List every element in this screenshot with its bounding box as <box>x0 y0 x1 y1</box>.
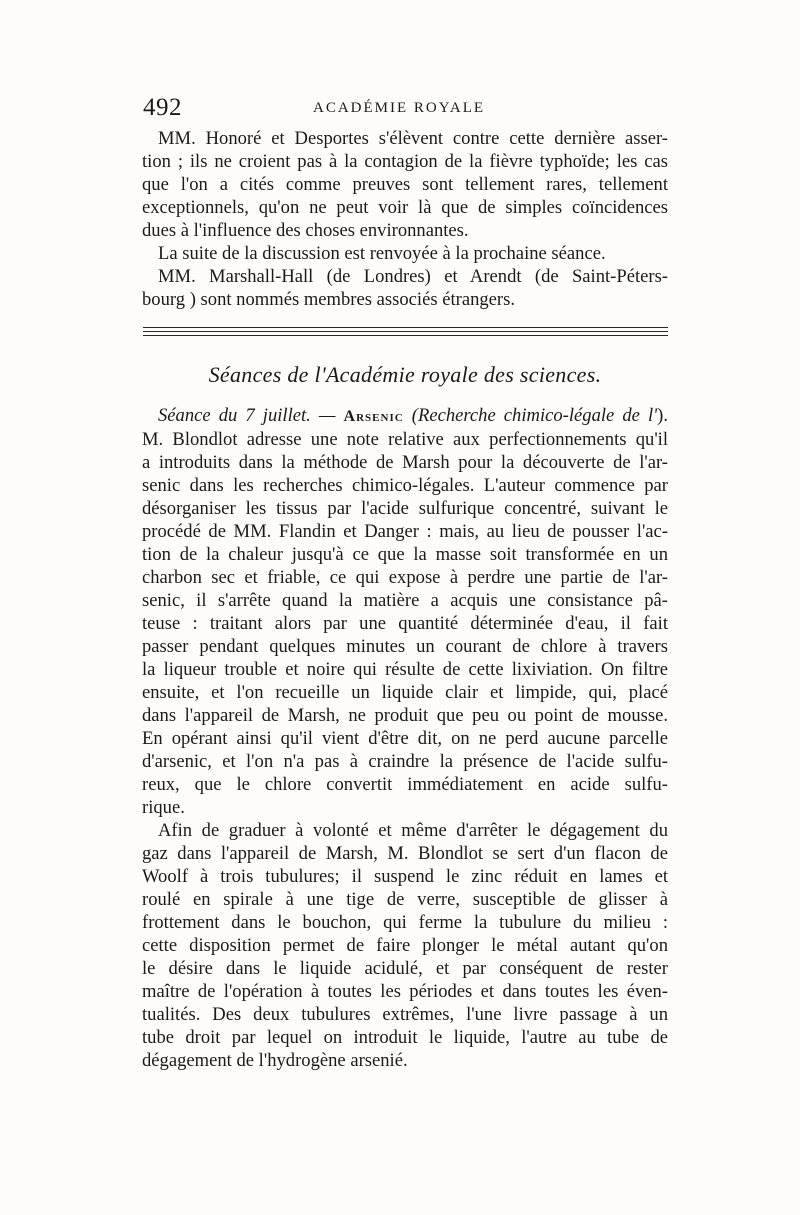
text-line: ensuite, et l'on recueille un liquide clair et limpide, qui, placé <box>142 682 668 703</box>
text-line: Woolf à trois tubulures; il suspend le zinc réduit en lames et <box>142 866 668 887</box>
text-line: bourg ) sont nommés membres associés étrangers. <box>142 289 516 310</box>
text-block-arsenic <box>142 404 668 1072</box>
page-number: 492 <box>143 94 182 121</box>
text-line: exceptionnels, qu'on ne peut voir là que de simples coïncidences <box>142 197 668 218</box>
text-line: que l'on a cités comme preuves sont tellement rares, tellement <box>142 174 668 195</box>
text-line: gaz dans l'appareil de Marsh, M. Blondlot se sert d'un flacon de <box>142 843 668 864</box>
text-line: dues à l'influence des choses environnantes. <box>142 220 469 241</box>
session-subject-close: ). <box>657 405 668 426</box>
text-line: frottement dans le bouchon, qui ferme la tubulure du milieu : <box>142 912 668 933</box>
text-line: MM. Honoré et Desportes s'élèvent contre cette dernière asser- <box>158 128 668 149</box>
text-line: En opérant ainsi qu'il vient d'être dit, on ne perd aucune parcelle <box>142 728 668 749</box>
text-line: cette disposition permet de faire plonger le métal autant qu'on <box>142 935 668 956</box>
session-subject: Arsenic <box>343 408 404 425</box>
text-line: senic, il s'arrête quand la matière a acquis une consistance pâ- <box>142 590 668 611</box>
text-line: désorganiser les tissus par l'acide sulfurique concentré, suivant le <box>142 498 668 519</box>
text-line: dégagement de l'hydrogène arsenié. <box>142 1050 408 1071</box>
divider-rule <box>143 335 668 336</box>
session-subject-note: (Recherche chimico-légale de l' <box>411 405 658 426</box>
session-heading-line <box>142 404 668 428</box>
text-line: procédé de MM. Flandin et Danger : mais, au lieu de pousser l'ac- <box>142 521 668 542</box>
text-line: teuse : traitant alors par une quantité déterminée d'eau, il fait <box>142 613 668 634</box>
text-line: M. Blondlot adresse une note relative aux perfectionnements qu'il <box>142 429 668 450</box>
text-line: dans l'appareil de Marsh, ne produit que peu ou point de mousse. <box>142 705 668 726</box>
text-block-discussion <box>142 127 668 311</box>
text-line: roulé en spirale à une tige de verre, susceptible de glisser à <box>142 889 668 910</box>
text-line: reux, que le chlore convertit immédiatement en acide sulfu- <box>142 774 668 795</box>
text-line: tualités. Des deux tubulures extrêmes, l'une livre passage à un <box>142 1004 668 1025</box>
text-line: passer pendant quelques minutes un courant de chlore à travers <box>142 636 668 657</box>
text-line: maître de l'opération à toutes les périodes et dans toutes les éven- <box>142 981 668 1002</box>
running-title: ACADÉMIE ROYALE <box>313 100 486 116</box>
text-line: tion de la chaleur jusqu'à ce que la masse soit transformée en un <box>142 544 668 565</box>
text-line: La suite de la discussion est renvoyée à la prochaine séance. <box>158 243 606 264</box>
text-line: tube droit par lequel on introduit le liquide, l'autre au tube de <box>142 1027 668 1048</box>
text-line: rique. <box>142 797 185 818</box>
text-line: Afin de graduer à volonté et même d'arrêter le dégagement du <box>158 820 668 841</box>
text-line: le désire dans le liquide acidulé, et par conséquent de rester <box>142 958 668 979</box>
text-line: charbon sec et friable, ce qui expose à perdre une partie de l'ar- <box>142 567 668 588</box>
session-date: Séance du 7 juillet. — <box>158 405 336 426</box>
text-line: tion ; ils ne croient pas à la contagion de la fièvre typhoïde; les cas <box>142 151 668 172</box>
text-line: senic dans les recherches chimico-légales. L'auteur commence par <box>142 475 668 496</box>
section-title: Séances de l'Académie royale des sciences. <box>208 362 602 387</box>
divider-rule <box>143 331 668 332</box>
text-line: la liqueur trouble et noire qui résulte de cette lixiviation. On filtre <box>142 659 668 680</box>
text-line: d'arsenic, et l'on n'a pas à craindre la présence de l'acide sulfu- <box>142 751 668 772</box>
text-line: MM. Marshall-Hall (de Londres) et Arendt (de Saint-Péters- <box>158 266 668 287</box>
section-divider <box>143 327 668 339</box>
text-line: a introduits dans la méthode de Marsh pour la découverte de l'ar- <box>142 452 668 473</box>
divider-rule <box>143 327 668 328</box>
page-header <box>143 94 673 124</box>
